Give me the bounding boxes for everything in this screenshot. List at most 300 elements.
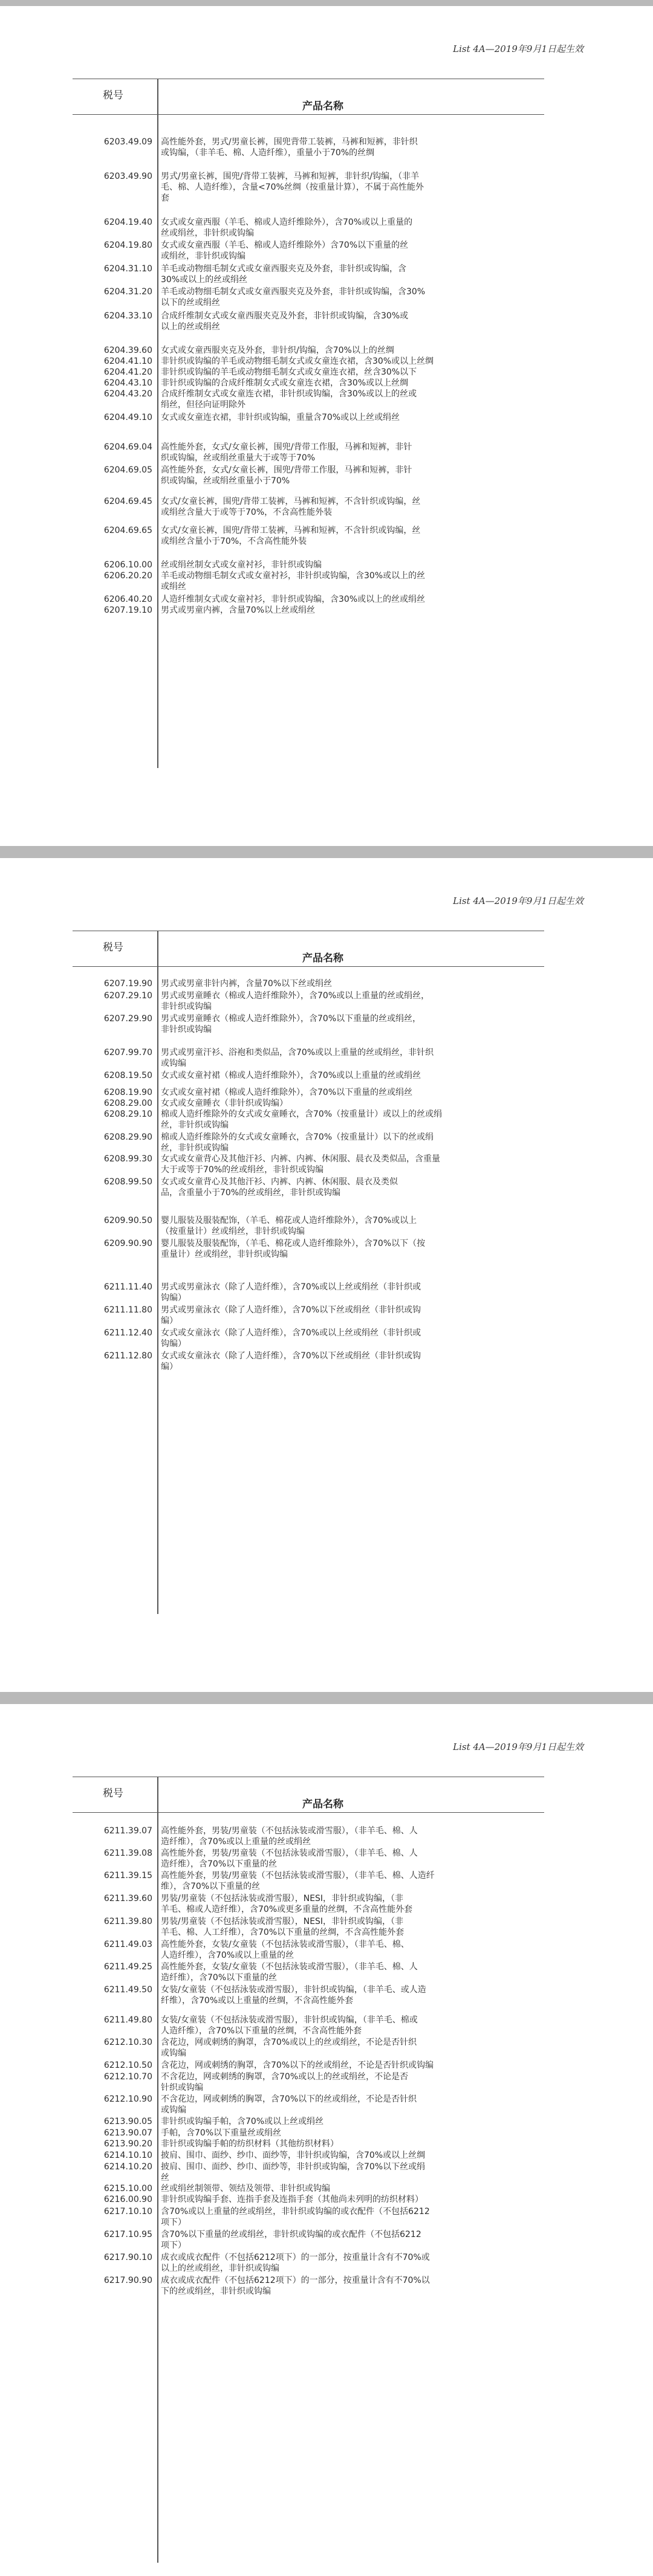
description-line: 编） [161, 1316, 178, 1326]
table-row [73, 1215, 544, 1237]
description-line: 女式或女童睡衣（非针织或钩编） [161, 1099, 288, 1108]
description-line: 丝，非针织或钩编 [161, 1120, 229, 1130]
table-row [73, 2139, 544, 2149]
product-description [161, 2139, 541, 2149]
tariff-code: 6204.31.10 [103, 264, 152, 274]
product-description [161, 2229, 541, 2251]
tariff-code: 6211.49.80 [103, 2015, 152, 2025]
table-row [73, 1087, 544, 1098]
description-line: 人造纤维），含70%或以上重量的丝 [161, 1951, 294, 1960]
tariff-code: 6206.20.20 [103, 571, 152, 581]
product-description [161, 1047, 541, 1069]
product-description [161, 1351, 541, 1372]
description-line: 造纤维），含70%或以上重量的丝或绢丝 [161, 1837, 311, 1847]
description-line: 女装/女童装（不包括泳装或滑雪服），非针织或钩编，（非羊毛、棉或 [161, 2015, 418, 2025]
description-line: 女式或女童背心及其他汗衫、内裤、内裤、休闲服、晨衣及类似品，含重量 [161, 1154, 440, 1164]
table-row [73, 263, 544, 285]
tariff-code: 6207.29.90 [103, 1014, 152, 1024]
table-row [73, 1351, 544, 1372]
product-description [161, 2206, 541, 2228]
table-row [73, 1870, 544, 1892]
product-description [161, 560, 541, 570]
description-line: 不含花边，网或刺绣的胸罩，含70%或以上的丝或绢丝，不论是否 [161, 2072, 409, 2082]
table-row [73, 1132, 544, 1154]
product-description [161, 594, 541, 605]
description-line: 羊毛或动物细毛制女式或女童西服夹克及外套，非针织或钩编，含 [161, 264, 406, 274]
product-description [161, 2194, 541, 2205]
description-line: 女式或女童西服夹克及外套，非针织/钩编，含70%以上的丝绸 [161, 346, 394, 355]
description-line: 合成纤维制女式或女童西服夹克及外套，非针织或钩编，含30%或 [161, 311, 409, 321]
product-description [161, 1984, 541, 2006]
tariff-code: 6204.41.20 [103, 367, 152, 377]
document-page-2 [0, 858, 653, 1692]
product-description [161, 990, 541, 1012]
page-header: List 4A—2019年9月1日起生效 [453, 896, 583, 906]
tariff-code: 6207.29.10 [103, 991, 152, 1001]
product-description [161, 1305, 541, 1326]
tariff-code: 6204.31.20 [103, 287, 152, 297]
description-line: 高性能外套，女装/女童装（不包括泳装或滑雪服），（非羊毛、棉、人 [161, 1962, 418, 1972]
table-row [73, 1238, 544, 1260]
description-line: 或钩编 [161, 1059, 186, 1068]
tariff-code: 6204.39.60 [103, 346, 152, 355]
description-line: 钩编） [161, 1293, 186, 1303]
description-line: 披肩、围巾、面纱、纱巾、面纱等，非针织或钩编，含70%或以上丝绸 [161, 2151, 426, 2160]
description-line: 女式或女童衬裙（棉或人造纤维除外），含70%或以上重量的丝或绢丝 [161, 1071, 421, 1080]
description-line: 合成纤维制女式或女童连衣裙，非针织或钩编，含30%或以上的丝或 [161, 389, 417, 399]
description-line: 编） [161, 1362, 178, 1372]
table-row [73, 356, 544, 367]
table-row [73, 1328, 544, 1349]
description-line: 或钩编 [161, 2048, 186, 2058]
description-line: 丝或绢丝制领带、领结及领带、非针织或钩编 [161, 2184, 330, 2193]
product-description [161, 465, 541, 486]
product-description [161, 496, 541, 518]
description-line: 高性能外套，男装/男童装（不包括泳装或滑雪服），（非羊毛、棉、人造纤 [161, 1871, 435, 1880]
description-line: 羊毛、棉、人工纤维），含70%以下重量的丝绸，不含高性能外套 [161, 1928, 404, 1937]
description-line: 高性能外套，女式/女童长裤，围兜/背带工作服，马裤和短裤，非针 [161, 465, 412, 475]
table-header [73, 79, 544, 115]
description-line: 高性能外套，女式/女童长裤，围兜/背带工作服，马裤和短裤，非针 [161, 442, 412, 452]
description-line: 人造纤维制女式或女童衬衫，非针织或钩编，含30%或以上的丝或绢丝 [161, 595, 426, 604]
product-description [161, 1893, 541, 1915]
description-line: 非针织或钩编 [161, 1025, 212, 1035]
description-line: 男式或男童泳衣（除了人造纤维），含70%或以上丝或绢丝（非针织或 [161, 1282, 421, 1292]
description-line: 30%或以上的丝或绢丝 [161, 275, 248, 285]
description-line: 女装/女童装（不包括泳装或滑雪服），非针织或钩编，（非羊毛、或人造 [161, 1985, 426, 1995]
product-description [161, 2252, 541, 2274]
description-line: 非针织或钩编的合成纤维制女式或女童连衣裙，含30%或以上丝绸 [161, 378, 409, 388]
table-row [73, 496, 544, 518]
table-row [73, 978, 544, 989]
description-line: 棉或人造纤维除外的女式或女童睡衣，含70%（按重量计）或以上的丝或绢 [161, 1109, 443, 1119]
description-line: 或绢丝 [161, 582, 186, 592]
product-description [161, 1238, 541, 1260]
description-line: 高性能外套，男装/男童装（不包括泳装或滑雪服），（非羊毛、棉、人 [161, 1826, 418, 1836]
tariff-code: 6209.90.90 [103, 1239, 152, 1248]
description-line: 丝或绢丝制女式或女童衬衫，非针织或钩编 [161, 560, 322, 570]
product-description [161, 1098, 541, 1109]
description-line: 高性能外套，女装/女童装（不包括泳装或滑雪服），（非羊毛、棉、 [161, 1940, 409, 1949]
tariff-code: 6204.19.40 [103, 218, 152, 227]
table-row [73, 1109, 544, 1131]
tariff-code: 6211.39.60 [103, 1894, 152, 1903]
product-description [161, 217, 541, 239]
description-line: 纤维），含70%或以上重量的丝绸，不含高性能外套 [161, 1996, 354, 2006]
table-row [73, 137, 544, 158]
product-description [161, 1109, 541, 1131]
description-line: 婴儿服装及服装配饰，（羊毛、棉花或人造纤维除外），含70%或以上 [161, 1216, 417, 1225]
tariff-code: 6207.19.90 [103, 979, 152, 989]
tariff-code: 6204.41.10 [103, 357, 152, 366]
product-description [161, 1328, 541, 1349]
tariff-code: 6204.69.04 [103, 442, 152, 452]
product-description [161, 2094, 541, 2116]
tariff-code: 6211.49.50 [103, 1985, 152, 1995]
description-line: 非针织或钩编手套、连指手套及连指手套（其他尚未列明的纺织材料） [161, 2195, 423, 2204]
description-line: 女式或女童背心及其他汗衫、内裤、内裤、休闲服、晨衣及类似 [161, 1177, 398, 1187]
product-description [161, 1070, 541, 1081]
page-header: List 4A—2019年9月1日起生效 [453, 1742, 583, 1752]
table-row [73, 1961, 544, 1983]
description-line: 重量计）丝或绢丝，非针织或钩编 [161, 1250, 288, 1259]
description-line: 女式或女童连衣裙，非针织或钩编，重量含70%或以上丝或绢丝 [161, 413, 400, 422]
tariff-code: 6207.99.70 [103, 1048, 152, 1057]
product-description [161, 2071, 541, 2093]
tariff-table [73, 931, 544, 1372]
tariff-code: 6204.69.65 [103, 526, 152, 535]
table-row [73, 2071, 544, 2093]
description-line: 维），含70%以下重量的丝 [161, 1882, 261, 1891]
table-row [73, 171, 544, 204]
description-line: 女式或女童西服（羊毛、棉或人造纤维除外）含70%以下重量的丝 [161, 240, 409, 250]
table-row [73, 412, 544, 423]
table-row [73, 2161, 544, 2183]
table-row [73, 594, 544, 605]
tariff-code: 6211.39.15 [103, 1871, 152, 1880]
table-row [73, 367, 544, 378]
description-line: 丝或绢丝，非针织或钩编 [161, 228, 254, 238]
description-line: 男式/男童长裤，围兜/背带工装裤，马裤和短裤，非针织/钩编，（非羊 [161, 172, 420, 181]
product-description [161, 1870, 541, 1892]
tariff-code: 6207.19.10 [103, 605, 152, 615]
description-line: 或钩编，（非羊毛、棉、人造纤维），重量小于70%的丝绸 [161, 148, 375, 158]
description-line: 非针织或钩编的羊毛或动物细毛制女式或女童连衣裙，含30%或以上丝绸 [161, 357, 434, 366]
tariff-code: 6213.90.07 [103, 2128, 152, 2138]
table-row [73, 1916, 544, 1938]
description-line: 高性能外套，男装/男童装（不包括泳装或滑雪服），（非羊毛、棉、人 [161, 1848, 418, 1858]
tariff-code: 6212.10.50 [103, 2061, 152, 2070]
tariff-code: 6208.99.30 [103, 1154, 152, 1164]
column-header-name: 产品名称 [302, 1798, 343, 1810]
table-row [73, 345, 544, 356]
description-line: 丝 [161, 2173, 169, 2183]
description-line: 品，含重量小于70%的丝或绢丝，非针织或钩编 [161, 1188, 341, 1198]
description-line: 高性能外套，男式/男童长裤，围兜背带工装裤，马裤和短裤，非针织 [161, 137, 418, 147]
description-line: 男式或男童汗衫、浴袍和类似品，含70%或以上重量的丝或绢丝，非针织 [161, 1048, 434, 1057]
tariff-code: 6208.19.50 [103, 1071, 152, 1080]
product-description [161, 1215, 541, 1237]
table-header [73, 931, 544, 967]
tariff-code: 6208.19.90 [103, 1088, 152, 1097]
product-description [161, 1825, 541, 1847]
description-line: 项下） [161, 2241, 186, 2250]
tariff-code: 6204.43.10 [103, 378, 152, 388]
description-line: 棉或人造纤维除外的女式或女童睡衣，含70%（按重量计）以下的丝或绢 [161, 1132, 434, 1142]
description-line: 男式或男童泳衣（除了人造纤维），含70%以下丝或绢丝（非针织或钩 [161, 1305, 421, 1315]
table-row [73, 1070, 544, 1081]
tariff-code: 6211.12.40 [103, 1328, 152, 1338]
tariff-code: 6212.10.90 [103, 2094, 152, 2104]
product-description [161, 2161, 541, 2183]
column-header-code: 税号 [103, 89, 123, 102]
description-line: 不含花边，网或刺绣的胸罩，含70%以下的丝或绢丝，不论是否针织 [161, 2094, 417, 2104]
description-line: （按重量计）丝或绢丝，非针织或钩编 [161, 1227, 305, 1236]
tariff-code: 6208.29.10 [103, 1109, 152, 1119]
description-line: 丝，非针织或钩编 [161, 1143, 229, 1153]
product-description [161, 1848, 541, 1870]
product-description [161, 525, 541, 547]
description-line: 或钩编 [161, 2105, 186, 2115]
table-header [73, 1777, 544, 1813]
tariff-code: 6211.39.08 [103, 1848, 152, 1858]
tariff-code: 6213.90.20 [103, 2139, 152, 2149]
description-line: 非针织或钩编手帕的纺织材料（其他纺织材料） [161, 2139, 339, 2149]
description-line: 以上的丝或绢丝，非针织或钩编 [161, 2264, 279, 2273]
table-row [73, 1825, 544, 1847]
column-header-code: 税号 [103, 941, 123, 954]
table-row [73, 1848, 544, 1870]
product-description [161, 367, 541, 378]
description-line: 羊毛或动物细毛制女式或女童衬衫，非针织或钩编，含30%或以上的丝 [161, 571, 426, 581]
table-row [73, 1282, 544, 1303]
tariff-code: 6208.29.00 [103, 1099, 152, 1108]
table-row [73, 2183, 544, 2194]
table-row [73, 286, 544, 308]
description-line: 套 [161, 193, 169, 203]
tariff-code: 6206.40.20 [103, 595, 152, 604]
tariff-code: 6208.99.50 [103, 1177, 152, 1187]
product-description [161, 286, 541, 308]
tariff-code: 6208.29.90 [103, 1132, 152, 1142]
product-description [161, 412, 541, 423]
description-line: 成衣或成衣配件（不包括6212项下）的一部分，按重量计含有不70%或 [161, 2253, 430, 2262]
description-line: 含70%以下重量的丝或绢丝，非针织或钩编的或衣配件（不包括6212 [161, 2230, 421, 2239]
table-row [73, 1893, 544, 1915]
description-line: 男式或男童睡衣（棉或人造纤维除外），含70%以下重量的丝或绢丝， [161, 1014, 421, 1024]
description-line: 项下） [161, 2218, 186, 2227]
tariff-code: 6203.49.90 [103, 172, 152, 181]
description-line: 钩编） [161, 1339, 186, 1349]
product-description [161, 1916, 541, 1938]
tariff-code: 6211.11.80 [103, 1305, 152, 1315]
table-row [73, 217, 544, 239]
description-line: 手帕，含70%以下重量丝或绢丝 [161, 2128, 282, 2138]
table-row [73, 1177, 544, 1198]
tariff-code: 6217.90.90 [103, 2276, 152, 2285]
product-description [161, 1132, 541, 1154]
tariff-code: 6204.49.10 [103, 413, 152, 422]
column-header-name: 产品名称 [302, 952, 343, 964]
product-description [161, 171, 541, 204]
product-description [161, 2015, 541, 2036]
table-row [73, 1939, 544, 1961]
product-description [161, 137, 541, 158]
tariff-code: 6211.39.07 [103, 1826, 152, 1836]
document-page-1 [0, 6, 653, 846]
description-line: 或绢丝，非针织或钩编 [161, 251, 245, 261]
product-description [161, 605, 541, 616]
product-description [161, 389, 541, 410]
product-description [161, 1154, 541, 1175]
tariff-code: 6203.49.09 [103, 137, 152, 147]
description-line: 女式或女童西服（羊毛、棉或人造纤维除外），含70%或以上重量的 [161, 218, 413, 227]
tariff-code: 6212.10.30 [103, 2038, 152, 2047]
table-row [73, 1984, 544, 2006]
table-row [73, 378, 544, 389]
tariff-code: 6215.10.00 [103, 2184, 152, 2193]
description-line: 或绢丝含量小于70%，不含高性能外装 [161, 537, 307, 546]
product-description [161, 2183, 541, 2194]
description-line: 男装/男童装（不包括泳装或滑雪服），NESI，非针织或钩编，（非 [161, 1894, 404, 1903]
tariff-code: 6211.49.25 [103, 1962, 152, 1972]
product-description [161, 240, 541, 262]
description-line: 女式或女童泳衣（除了人造纤维），含70%或以上丝或绢丝（非针织或 [161, 1328, 421, 1338]
description-line: 含花边，网或刺绣的胸罩，含70%或以上的丝或绢丝，不论是否针织 [161, 2038, 417, 2047]
table-row [73, 2094, 544, 2116]
description-line: 男式或男童非针内裤，含量70%以下丝或绢丝 [161, 979, 333, 989]
description-line: 以下的丝或绢丝 [161, 298, 220, 308]
product-description [161, 570, 541, 592]
table-row [73, 2252, 544, 2274]
tariff-code: 6214.10.20 [103, 2162, 152, 2172]
tariff-code: 6217.10.95 [103, 2230, 152, 2239]
page-header: List 4A—2019年9月1日起生效 [453, 44, 583, 54]
table-row [73, 1013, 544, 1035]
description-line: 成衣或成衣配件（不包括6212项下）的一部分，按重量计含有不70%以 [161, 2276, 430, 2285]
tariff-code: 6216.00.90 [103, 2195, 152, 2204]
description-line: 绢丝，但径向证明除外 [161, 400, 245, 410]
product-description [161, 2150, 541, 2161]
product-description [161, 1961, 541, 1983]
description-line: 女式/女童长裤，围兜/背带工装裤，马裤和短裤，不含针织或钩编，丝 [161, 526, 421, 535]
description-line: 织或钩编，丝或绢丝重量小于70% [161, 476, 290, 486]
table-row [73, 240, 544, 262]
tariff-code: 6212.10.70 [103, 2072, 152, 2082]
description-line: 造纤维），含70%以下重量的丝 [161, 1973, 278, 1983]
table-row [73, 2150, 544, 2161]
column-header-code: 税号 [103, 1787, 123, 1800]
description-line: 男装/男童装（不包括泳装或滑雪服），NESI，非针织或钩编，（非 [161, 1917, 404, 1926]
table-row [73, 570, 544, 592]
description-line: 以上的丝或绢丝 [161, 322, 220, 332]
description-line: 毛、棉、人造纤维），含量<70%丝绸（按重量计算），不属于高性能外 [161, 182, 424, 192]
document-page-3 [0, 1704, 653, 2576]
product-description [161, 2275, 541, 2297]
tariff-code: 6214.10.10 [103, 2151, 152, 2160]
tariff-table [73, 79, 544, 615]
description-line: 大于或等于70%的丝或绢丝，非针织或钩编 [161, 1165, 324, 1175]
tariff-code: 6204.69.05 [103, 465, 152, 475]
table-row [73, 525, 544, 547]
table-row [73, 2275, 544, 2297]
product-description [161, 356, 541, 367]
description-line: 男式或男童内裤，含量70%以上丝或绢丝 [161, 605, 316, 615]
table-row [73, 605, 544, 616]
tariff-code: 6213.90.05 [103, 2117, 152, 2126]
tariff-code: 6211.11.40 [103, 1282, 152, 1292]
table-row [73, 2206, 544, 2228]
table-row [73, 311, 544, 332]
table-row [73, 1098, 544, 1109]
description-line: 羊毛或动物细毛制女式或女童西服夹克及外套，非针织或钩编，含30% [161, 287, 426, 297]
table-row [73, 442, 544, 463]
tariff-code: 6211.39.80 [103, 1917, 152, 1926]
description-line: 人造纤维），含70%以下重量的丝绸，不含高性能外套 [161, 2026, 362, 2036]
table-row [73, 2229, 544, 2251]
description-line: 下的丝或绢丝，非针织或钩编 [161, 2287, 271, 2296]
description-line: 披肩、围巾、面纱、纱巾、面纱等，非针织或钩编，含70%以下丝或绢 [161, 2162, 426, 2172]
product-description [161, 2060, 541, 2071]
tariff-code: 6204.33.10 [103, 311, 152, 321]
table-row [73, 2015, 544, 2036]
product-description [161, 1282, 541, 1303]
description-line: 女式或女童衬裙（棉或人造纤维除外），含70%以下重量的丝或绢丝 [161, 1088, 413, 1097]
table-row [73, 1047, 544, 1069]
description-line: 造纤维），含70%以下重量的丝 [161, 1859, 278, 1869]
table-row [73, 2194, 544, 2205]
product-description [161, 1013, 541, 1035]
table-row [73, 389, 544, 410]
tariff-code: 6211.12.80 [103, 1351, 152, 1361]
table-row [73, 990, 544, 1012]
description-line: 女式/女童长裤，围兜/背带工装裤，马裤和短裤，不含针织或钩编，丝 [161, 497, 421, 506]
description-line: 含花边，网或刺绣的胸罩，含70%以下的丝或绢丝，不论是否针织或钩编 [161, 2061, 434, 2070]
table-row [73, 465, 544, 486]
product-description [161, 1177, 541, 1198]
product-description [161, 345, 541, 356]
tariff-code: 6209.90.50 [103, 1216, 152, 1225]
table-row [73, 2060, 544, 2071]
description-line: 非针织或钩编的羊毛或动物细毛制女式或女童连衣裙，丝含30%以下 [161, 367, 417, 377]
product-description [161, 978, 541, 989]
tariff-table [73, 1777, 544, 2296]
tariff-code: 6217.10.10 [103, 2207, 152, 2216]
tariff-code: 6206.10.00 [103, 560, 152, 570]
column-header-name: 产品名称 [302, 100, 343, 112]
table-row [73, 2128, 544, 2139]
description-line: 含70%或以上重量的丝或绢丝，非针织或钩编的或衣配件（不包括6212 [161, 2207, 430, 2216]
description-line: 针织或钩编 [161, 2083, 203, 2093]
product-description [161, 1087, 541, 1098]
product-description [161, 2037, 541, 2059]
description-line: 织或钩编，丝或绢丝重量大于或等于70% [161, 453, 316, 463]
tariff-code: 6211.49.03 [103, 1940, 152, 1949]
table-row [73, 2116, 544, 2127]
description-line: 或绢丝含量大于或等于70%，不含高性能外装 [161, 508, 333, 517]
description-line: 婴儿服装及服装配饰，（羊毛、棉花或人造纤维除外），含70%以下（按 [161, 1239, 426, 1248]
table-row [73, 2037, 544, 2059]
product-description [161, 1939, 541, 1961]
description-line: 女式或女童泳衣（除了人造纤维），含70%以下丝或绢丝（非针织或钩 [161, 1351, 421, 1361]
table-row [73, 560, 544, 570]
description-line: 羊毛、棉或人造纤维），含70%或更多重量的丝绸，不含高性能外套 [161, 1905, 413, 1914]
product-description [161, 442, 541, 463]
table-row [73, 1305, 544, 1326]
product-description [161, 2128, 541, 2139]
tariff-code: 6217.90.10 [103, 2253, 152, 2262]
tariff-code: 6204.43.20 [103, 389, 152, 399]
